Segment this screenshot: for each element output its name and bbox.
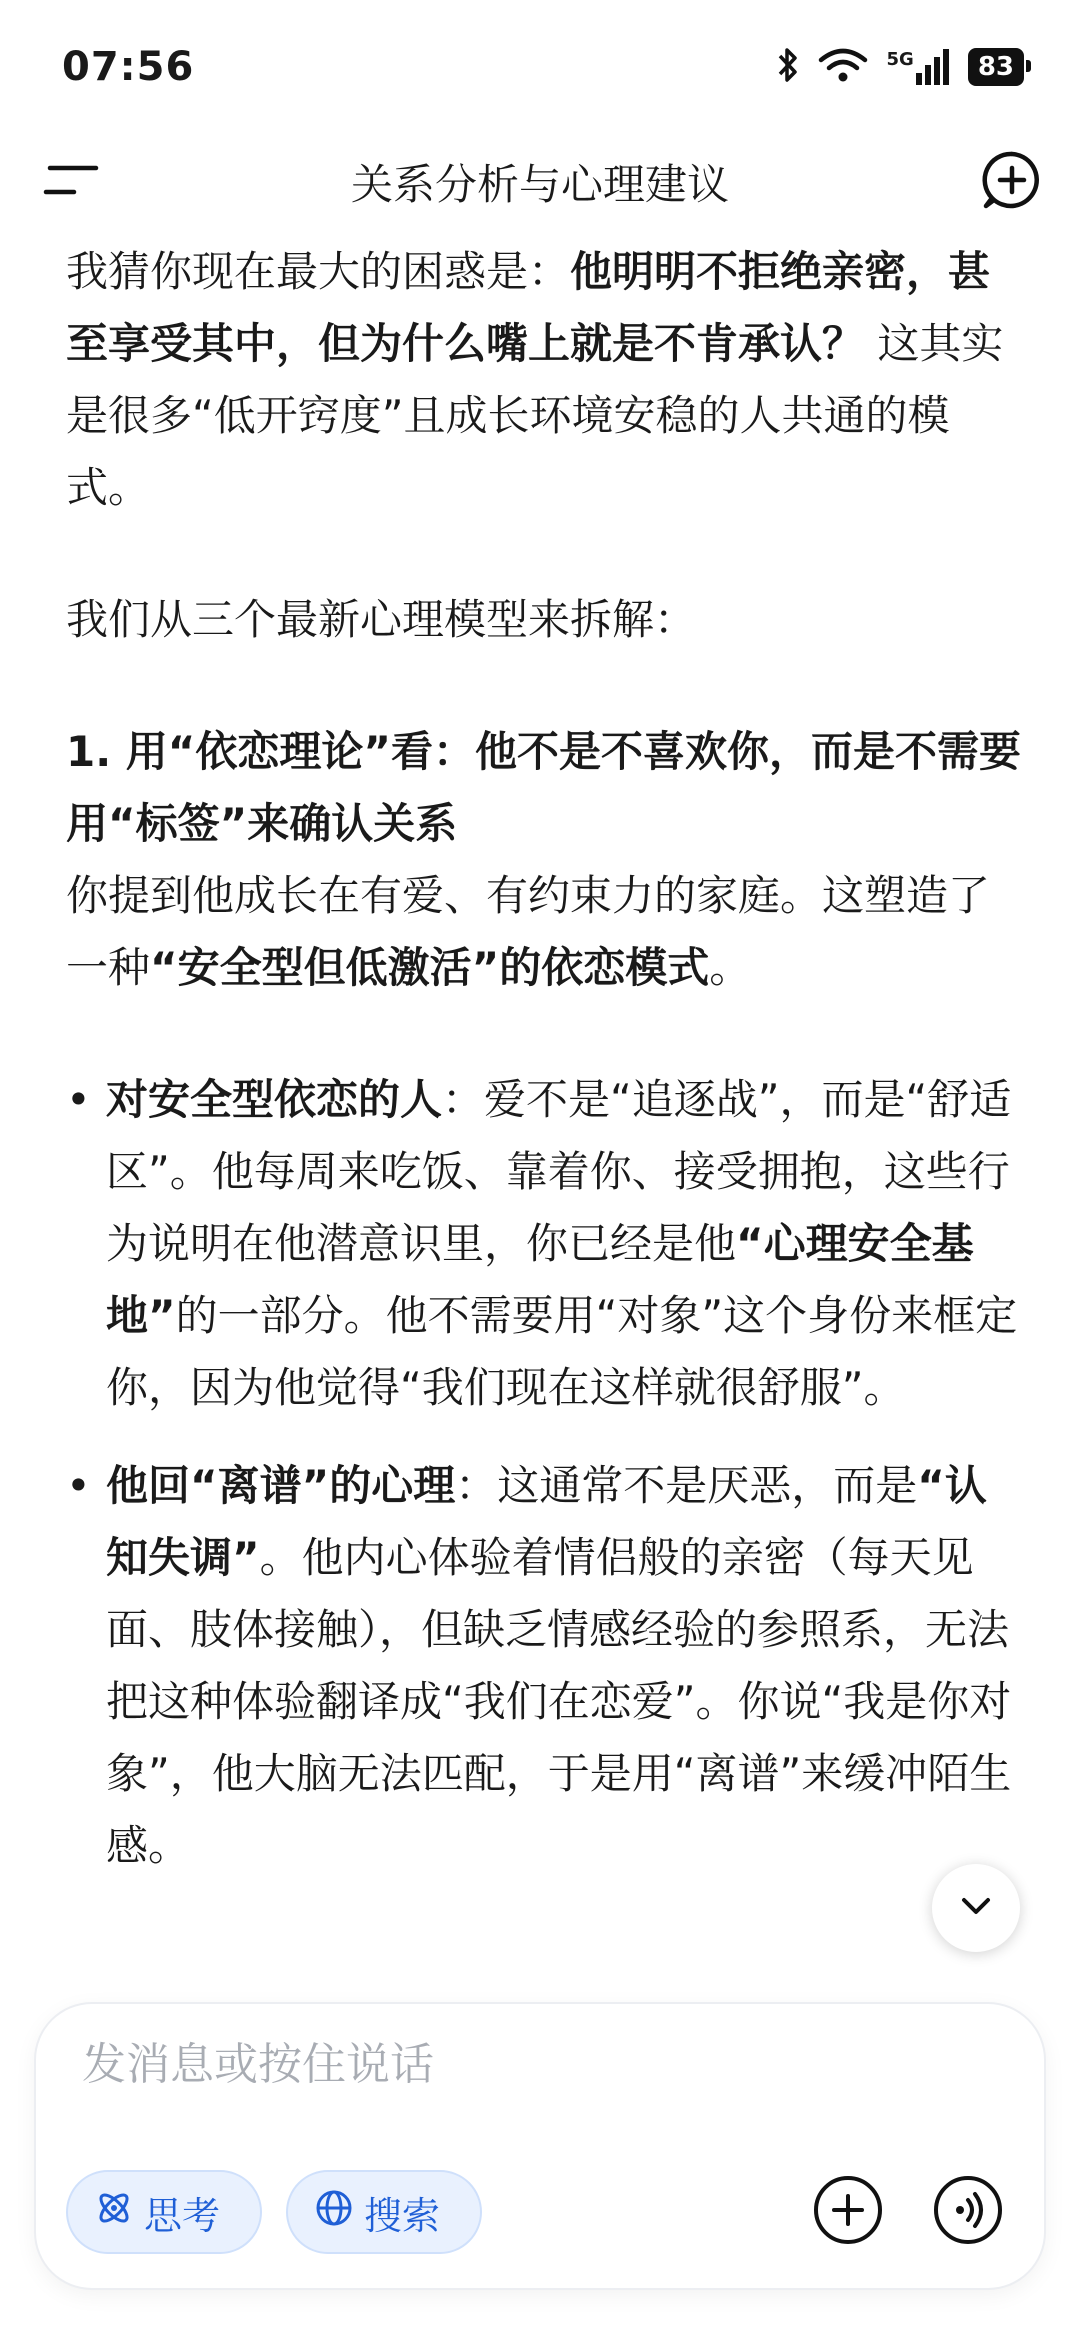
lead-paragraph: 我们从三个最新心理模型来拆解： bbox=[66, 595, 697, 644]
scroll-to-bottom-button[interactable] bbox=[932, 1864, 1020, 1952]
section-text-b: 。 bbox=[709, 943, 752, 992]
think-toggle-button[interactable] bbox=[66, 2170, 262, 2254]
bullet-text-a: ：爱不是“追逐战”，而是“舒适区”。他每周来吃饭、靠着你、接受拥抱，这些行为说明在他潜意识里，你已经是他 bbox=[106, 1075, 1012, 1268]
section-bold-text: “安全型但低激活”的依恋模式 bbox=[150, 943, 710, 992]
status-bar bbox=[0, 0, 1080, 120]
intro-text-b: 这其实是很多“低开窍度”且成长环境安稳的人共通的模式。 bbox=[66, 319, 1004, 512]
bullet-bold-2: “认知失调” bbox=[106, 1461, 987, 1582]
status-time: 07:56 bbox=[62, 44, 195, 90]
add-attachment-button[interactable] bbox=[808, 2172, 888, 2252]
list-item bbox=[66, 1064, 1026, 1424]
top-app-bar bbox=[0, 140, 1080, 220]
chat-response bbox=[66, 236, 1026, 1956]
atom-icon bbox=[94, 2188, 134, 2237]
section-paragraph bbox=[66, 860, 1026, 1004]
message-composer bbox=[36, 2004, 1044, 2288]
status-icons bbox=[777, 46, 1025, 88]
message-input[interactable] bbox=[80, 2028, 964, 2100]
think-label: 思考 bbox=[144, 2193, 221, 2238]
section-text-a: 你提到他成长在有爱、有约束力的家庭。这塑造了一种 bbox=[66, 871, 991, 992]
globe-icon bbox=[314, 2188, 354, 2237]
section-heading bbox=[66, 716, 1026, 860]
bullet-list bbox=[66, 1064, 1026, 1882]
battery-icon: 83 bbox=[968, 48, 1024, 86]
add-icon bbox=[812, 2174, 884, 2250]
bullet-bold-2: “心理安全基地” bbox=[106, 1219, 974, 1340]
chevron-down-icon bbox=[956, 1894, 996, 1922]
search-toggle-button[interactable] bbox=[286, 2170, 482, 2254]
section-heading-text: 1. 用“依恋理论”看：他不是不喜欢你，而是不需要用“标签”来确认关系 bbox=[66, 727, 1022, 848]
bluetooth-icon bbox=[777, 46, 799, 88]
network-type-label: 5G bbox=[886, 49, 914, 70]
search-label: 搜索 bbox=[364, 2193, 441, 2238]
page-title: 关系分析与心理建议 bbox=[350, 160, 729, 209]
bullet-bold: 他回“离谱”的心理 bbox=[106, 1461, 456, 1510]
voice-call-button[interactable] bbox=[928, 2172, 1008, 2252]
bullet-text-b: 。他内心体验着情侣般的亲密（每天见面、肢体接触），但缺乏情感经验的参照系，无法把这种体验翻译成“我们在恋爱”。你说“我是你对象”，他大脑无法匹配，于是用“离谱”来缓冲陌生感。 bbox=[106, 1533, 1012, 1870]
voice-call-icon bbox=[932, 2174, 1004, 2250]
intro-paragraph bbox=[66, 236, 1026, 524]
bullet-bold: 对安全型依恋的人 bbox=[106, 1075, 443, 1124]
wifi-icon bbox=[817, 46, 869, 88]
bullet-text-b: 的一部分。他不需要用“对象”这个身份来框定你，因为他觉得“我们现在这样就很舒服”。 bbox=[106, 1291, 1018, 1412]
list-item bbox=[66, 1450, 1026, 1882]
intro-text-a: 我猜你现在最大的困惑是： bbox=[66, 247, 571, 296]
intro-bold-text: 他明明不拒绝亲密，甚至享受其中，但为什么嘴上就是不肯承认？ bbox=[66, 247, 991, 368]
new-chat-icon[interactable] bbox=[980, 148, 1044, 212]
bullet-text-a: ：这通常不是厌恶，而是 bbox=[455, 1461, 918, 1510]
cellular-signal-icon bbox=[887, 49, 950, 85]
